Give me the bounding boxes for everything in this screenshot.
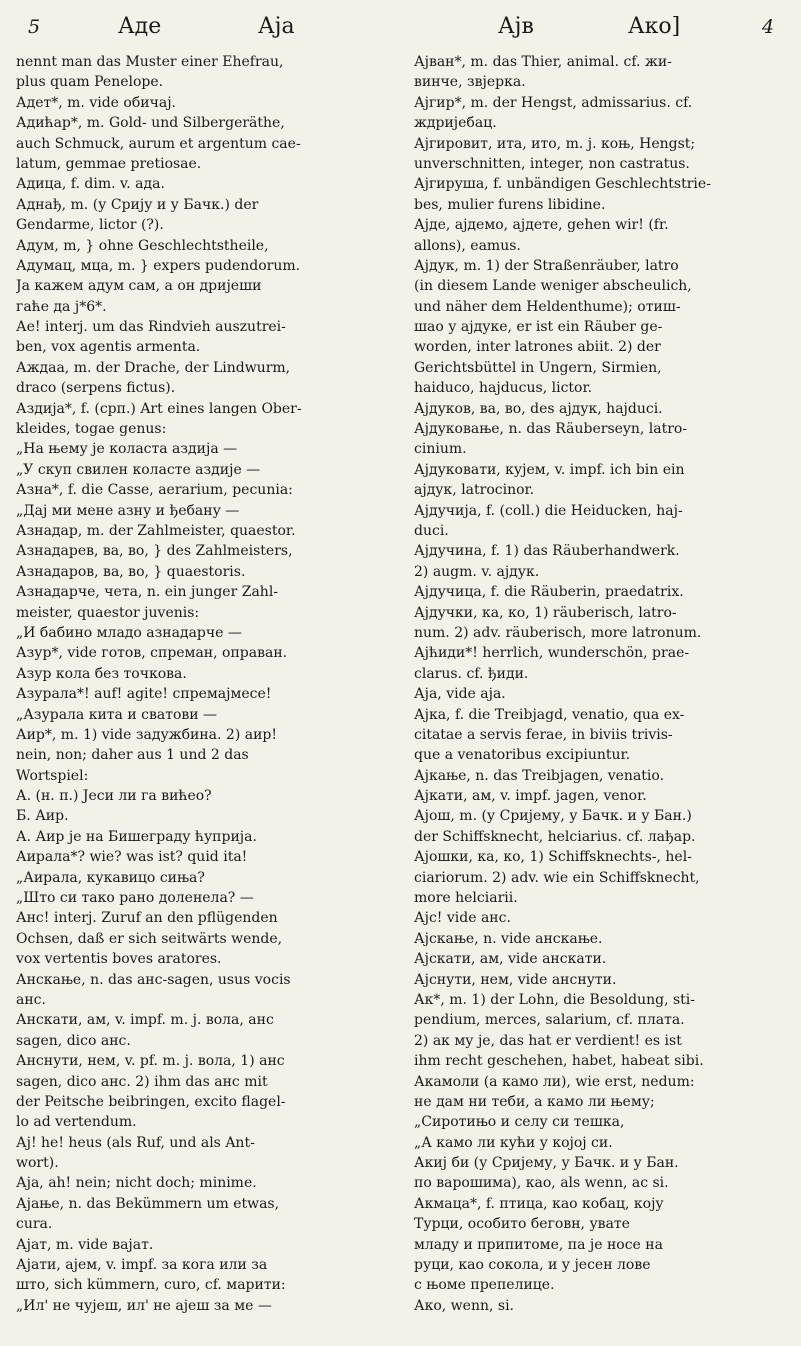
dictionary-line: Б. Аир. [16, 808, 69, 825]
dictionary-line: latum, gemmae pretiosae. [16, 155, 202, 172]
dictionary-line: der Peitsche beibringen, excito flagel- [16, 1093, 286, 1110]
dictionary-line: анс. [16, 991, 46, 1008]
dictionary-line: Ајдучина, f. 1) das Räuberhandwerk. [414, 543, 680, 560]
dictionary-line: Адет*, m. vide обичај. [16, 94, 176, 111]
dictionary-line: Ајдук, m. 1) der Straßenräuber, latro [414, 257, 679, 274]
dictionary-line: Ајгируша, f. unbändigen Geschlechtstrie- [414, 176, 711, 193]
dictionary-line: allons), eamus. [414, 237, 521, 254]
dictionary-line: младу и припитоме, па је носе на [414, 1236, 663, 1253]
dictionary-line: unverschnitten, integer, non castratus. [414, 155, 690, 172]
left-guide-word-first: Аде [118, 14, 162, 39]
dictionary-line: „На њему је коласта аздија — [16, 441, 238, 458]
dictionary-line: Ајдучица, f. die Räuberin, praedatrix. [414, 584, 684, 601]
dictionary-line: und näher dem Heldenthume); отиш- [414, 298, 681, 315]
dictionary-line: bes, mulier furens libidine. [414, 196, 606, 213]
dictionary-line: auch Schmuck, aurum et argentum cae- [16, 135, 301, 152]
dictionary-line: plus quam Penelope. [16, 74, 164, 91]
dictionary-line: шао у ајдуке, er ist ein Räuber ge- [414, 319, 663, 336]
dictionary-line: duci. [414, 522, 449, 539]
dictionary-line: Анскање, n. das анс-sagen, usus vocis [16, 971, 291, 988]
dictionary-line: Азнадар, m. der Zahlmeister, quaestor. [16, 522, 296, 539]
right-column [414, 52, 788, 1316]
dictionary-line: Азнадаров, ва, во, } quaestoris. [16, 563, 246, 580]
dictionary-line: Аирала*? wie? was ist? quid ita! [16, 849, 248, 866]
dictionary-line: Ајскати, ам, vide анскати. [414, 951, 607, 968]
dictionary-line: „Дај ми мене азну и ђебану — [16, 502, 240, 519]
dictionary-line: cura. [16, 1216, 53, 1233]
dictionary-line: Ајкати, ам, v. impf. jagen, venor. [414, 788, 647, 805]
dictionary-line: Адићар*, m. Gold- und Silbergeräthe, [16, 115, 285, 132]
dictionary-line: more helciarii. [414, 890, 518, 907]
dictionary-line: pendium, merces, salarium, cf. плата. [414, 1012, 685, 1029]
dictionary-line: sagen, dico анс. [16, 1032, 131, 1049]
dictionary-line: Акмаца*, f. птица, као кобац, коју [414, 1195, 664, 1212]
dictionary-line: Gendarme, lictor (?). [16, 217, 164, 234]
dictionary-line: Ајка, f. die Treibjagd, venatio, qua ex- [414, 706, 685, 723]
dictionary-line: kleides, togae genus: [16, 421, 167, 438]
dictionary-line: Ајати, ајем, v. impf. за кога или за [16, 1257, 268, 1274]
dictionary-line: Ајат, m. vide вајат. [16, 1236, 154, 1253]
dictionary-line: гаће да ј*6*. [16, 298, 107, 315]
dictionary-line: Ајснути, нем, vide анснути. [414, 971, 617, 988]
dictionary-line: Ochsen, daß er sich seitwärts wende, [16, 930, 283, 947]
dictionary-line: Ја кажем адум сам, а он дријеши [16, 278, 262, 295]
dictionary-line: Ај! he! heus (als Ruf, und als Ant- [16, 1134, 255, 1151]
dictionary-line: nennt man das Muster einer Ehefrau, [16, 54, 284, 70]
dictionary-line: Ајс! vide анс. [414, 910, 511, 927]
dictionary-line: vox vertentis boves aratores. [16, 951, 222, 968]
dictionary-line: Адумац, мца, m. } expers pudendorum. [16, 257, 301, 274]
dictionary-line: 2) ак му је, das hat er verdient! es ist [414, 1032, 682, 1049]
dictionary-line: „Азурала кита и сватови — [16, 706, 218, 723]
dictionary-line: „Сиротињо и селу си тешка, [414, 1114, 625, 1131]
dictionary-line: Аднађ, m. (у Срију и у Бачк.) der [16, 196, 259, 213]
dictionary-line: А. (н. п.) Јеси ли га вићео? [16, 788, 212, 805]
dictionary-line: haiduco, hajducus, lictor. [414, 380, 593, 397]
dictionary-line: Ајдучија, f. (coll.) die Heiducken, haj- [414, 502, 683, 519]
left-guide-word-last: Аја [258, 14, 295, 39]
dictionary-line: „Аирала, кукавицо сиња? [16, 869, 205, 886]
dictionary-line: nein, non; daher aus 1 und 2 das [16, 747, 249, 764]
dictionary-line: Азур кола без точкова. [16, 665, 187, 682]
dictionary-line: Анскати, ам, v. impf. m. j. вола, анс [16, 1012, 274, 1029]
dictionary-line: cinium. [414, 441, 467, 458]
dictionary-line: Аја, ah! nein; nicht doch; minime. [16, 1175, 257, 1192]
dictionary-line: Азна*, f. die Casse, aerarium, pecunia: [16, 482, 293, 499]
dictionary-line: „И бабино младо азнадарче — [16, 624, 242, 641]
dictionary-line: Ајгир*, m. der Hengst, admissarius. cf. [414, 94, 693, 111]
dictionary-line: meister, quaestor juvenis: [16, 604, 200, 621]
dictionary-line: Адум, m, } ohne Geschlechtstheile, [16, 237, 269, 254]
right-page-number: 4 [762, 16, 775, 38]
dictionary-line: Ае! interj. um das Rindvieh auszutrei- [16, 319, 286, 336]
dictionary-line: по варошима), као, als wenn, ac si. [414, 1175, 669, 1192]
dictionary-line: Gerichtsbüttel in Ungern, Sirmien, [414, 359, 662, 376]
right-guide-word-first: Ајв [498, 14, 534, 39]
dictionary-line: que a venatoribus excipiuntur. [414, 747, 631, 764]
dictionary-line: ciariorum. 2) adv. wie ein Schiffsknecht, [414, 869, 700, 886]
dictionary-line: Ајдучки, ка, ко, 1) räuberisch, latro- [414, 604, 677, 621]
dictionary-line: ајдук, latrocinor. [414, 482, 535, 499]
dictionary-line: Турци, особито беговн, увате [414, 1216, 630, 1233]
dictionary-line: Ајкање, n. das Treibjagen, venatio. [414, 767, 665, 784]
dictionary-line: Ајдуковање, n. das Räuberseyn, latro- [414, 421, 688, 438]
dictionary-line: draco (serpens fictus). [16, 380, 176, 397]
right-guide-word-last: Ако] [628, 14, 681, 39]
dictionary-line: руци, као сокола, и у јесен лове [414, 1257, 651, 1274]
dictionary-line: не дам ни теби, а камо ли њему; [414, 1093, 655, 1110]
dictionary-line: lo ad vertendum. [16, 1114, 137, 1131]
dictionary-line: ben, vox agentis armenta. [16, 339, 201, 356]
dictionary-line: Wortspiel: [16, 767, 89, 784]
dictionary-line: sagen, dico анс. 2) ihm das анс mit [16, 1073, 268, 1090]
dictionary-line: Ајдуков, ва, во, des ајдук, hajduci. [414, 400, 663, 417]
left-column [16, 52, 386, 1316]
dictionary-line: што, sich kümmern, curo, cf. марити: [16, 1277, 286, 1294]
dictionary-line: „Што си тако рано доленела? — [16, 890, 254, 907]
dictionary-line: Акамоли (а камо ли), wie erst, nedum: [414, 1073, 695, 1090]
dictionary-line: Ак*, m. 1) der Lohn, die Besoldung, sti- [414, 991, 696, 1008]
dictionary-line: num. 2) adv. räuberisch, more latronum. [414, 624, 702, 641]
dictionary-line: Азнадарче, чета, n. ein junger Zahl- [16, 584, 279, 601]
dictionary-line: ждријебац. [414, 115, 497, 132]
dictionary-line: Ајош, m. (у Сријему, у Бачк. и у Бан.) [414, 808, 692, 825]
dictionary-line: Ајван*, m. das Thier, animal. cf. жи- [414, 54, 672, 70]
dictionary-line: А. Аир је на Бишеграду ћуприја. [16, 828, 257, 845]
dictionary-line: Ајгировит, ита, ито, m. j. коњ, Hengst; [414, 135, 696, 152]
dictionary-line: citatae a servis ferae, in biviis trivis- [414, 726, 673, 743]
dictionary-line: worden, inter latrones abiit. 2) der [414, 339, 661, 356]
dictionary-line: Анснути, нем, v. pf. m. j. вола, 1) анс [16, 1053, 285, 1070]
dictionary-line: Адица, f. dim. v. ада. [16, 176, 165, 193]
dictionary-line: Акиј би (у Сријему, у Бачк. и у Бан. [414, 1155, 679, 1172]
dictionary-line: Аир*, m. 1) vide задужбина. 2) аир! [16, 726, 278, 743]
dictionary-line: 2) augm. v. ајдук. [414, 563, 540, 580]
dictionary-line: clarus. cf. ђиди. [414, 665, 529, 682]
dictionary-line: Ако, wenn, si. [414, 1297, 514, 1314]
dictionary-line: Ајћиди*! herrlich, wunderschön, prae- [414, 645, 690, 662]
dictionary-line: Аждаа, m. der Drache, der Lindwurm, [16, 359, 291, 376]
dictionary-line: с њоме препелице. [414, 1277, 555, 1294]
dictionary-line: Ајдуковати, кујем, v. impf. ich bin ein [414, 461, 685, 478]
dictionary-line: der Schiffsknecht, helciarius. cf. лађар. [414, 828, 696, 845]
dictionary-line: (in diesem Lande weniger abscheulich, [414, 278, 692, 295]
dictionary-line: Ајошки, ка, ко, 1) Schiffsknechts-, hel- [414, 849, 692, 866]
dictionary-line: Ајање, n. das Bekümmern um etwas, [16, 1195, 280, 1212]
dictionary-line: Азурала*! auf! agite! спремајмесе! [16, 686, 272, 703]
left-page-number: 5 [28, 16, 41, 38]
dictionary-line: ihm recht geschehen, habet, habeat sibi. [414, 1053, 704, 1070]
dictionary-line: Ајскање, n. vide анскање. [414, 930, 603, 947]
dictionary-line: Анс! interj. Zuruf an den pflügenden [16, 910, 278, 927]
dictionary-line: Ајде, ајдемо, ајдете, gehen wir! (fr. [414, 217, 669, 234]
dictionary-line: винче, звјерка. [414, 74, 526, 91]
dictionary-line: wort). [16, 1155, 59, 1172]
dictionary-line: Аздија*, f. (срп.) Art eines langen Ober- [16, 400, 302, 417]
dictionary-line: „Ил' не чујеш, ил' не ајеш за ме — [16, 1297, 272, 1314]
dictionary-line: Азур*, vide готов, спреман, оправан. [16, 645, 288, 662]
dictionary-line: Азнадарев, ва, во, } des Zahlmeisters, [16, 543, 293, 560]
dictionary-line: „А камо ли кући у којој си. [414, 1134, 613, 1151]
dictionary-line: Аја, vide ајa. [414, 686, 506, 703]
dictionary-line: „У скуп свилен коласте аздије — [16, 461, 261, 478]
page-header [0, 14, 801, 44]
